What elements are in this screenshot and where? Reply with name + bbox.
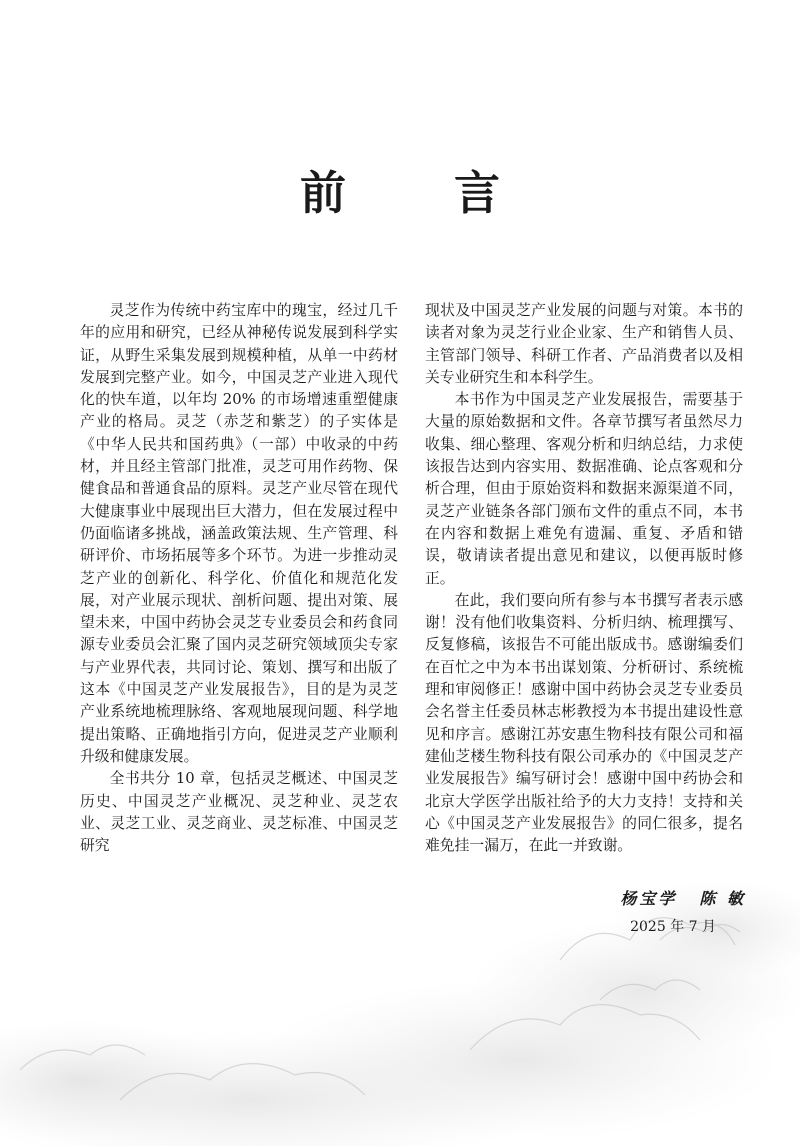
paragraph-2: 全书共分 10 章，包括灵芝概述、中国灵芝历史、中国灵芝产业概况、灵芝种业、灵芝农业、灵芝工业、灵芝商业、灵芝标准、中国灵芝研究 [80,770,398,855]
left-column [80,300,398,857]
author-name-2: 陈 敏 [699,889,746,908]
signature-date: 2025 年 7 月 [630,919,716,935]
page-title: 前 言 [299,166,546,220]
paragraph-2-continued: 现状及中国灵芝产业发展的问题与对策。本书的读者对象为灵芝行业企业家、生产和销售人员、主管部门领导、科研工作者、产品消费者以及相关专业研究生和本科学生。 [425,302,743,386]
paragraph-3: 本书作为中国灵芝产业发展报告，需要基于大量的原始数据和文件。各章节撰写者虽然尽力收集、细心整理、客观分析和归纳总结，力求使该报告达到内容实用、数据准确、论点客观和分析合理，但由于原始资料和数据来源渠道不同，灵芝产业链条各部门颁布文件的重点不同，本书在内容和数据上难免有遗漏、重复、矛盾和错误，敬请读者提出意见和建议，以便再版时修正。 [425,391,743,587]
author-signature [440,886,746,909]
author-name-1: 杨宝学 [620,889,678,908]
right-column [425,300,743,857]
paragraph-1: 灵芝作为传统中药宝库中的瑰宝，经过几千年的应用和研究，已经从神秘传说发展到科学实证，从野生采集发展到规模种植，从单一中药材发展到完整产业。如今，中国灵芝产业进入现代化的快车道，以年均 20% 的市场增速重塑健康产业的格局。灵芝（赤芝和紫芝）的子实体是《中华人民共和国药典》（一部）中收录的中药材，并且经主管部门批准，灵芝可用作药物、保健食品和普通食品的原料。灵芝产业尽管在现代大健康事业中展现出巨大潜力，但在发展过程中仍面临诸多挑战，涵盖政策法规、生产管理、科研评价、市场拓展等多个环节。为进一步推动灵芝产业的创新化、科学化、价值化和规范化发展，对产业展示现状、剖析问题、提出对策、展望未来，中国中药协会灵芝专业委员会和药食同源专业委员会汇聚了国内灵芝研究领域顶尖专家与产业界代表，共同讨论、策划、撰写和出版了这本《中国灵芝产业发展报告》，目的是为灵芝产业系统地梳理脉络、客观地展现问题、科学地提出策略、正确地指引方向，促进灵芝产业顺利升级和健康发展。 [80,302,398,765]
paragraph-4: 在此，我们要向所有参与本书撰写者表示感谢！没有他们收集资料、分析归纳、梳理撰写、反复修稿，该报告不可能出版成书。感谢编委们在百忙之中为本书出谋划策、分析研讨、系统梳理和审阅修正！感谢中国中药协会灵芝专业委员会名誉主任委员林志彬教授为本书提出建设性意见和序言。感谢江苏安惠生物科技有限公司和福建仙芝楼生物科技有限公司承办的《中国灵芝产业发展报告》编写研讨会！感谢中国中药协会和北京大学医学出版社给予的大力支持！支持和关心《中国灵芝产业发展报告》的同仁很多，提名难免挂一漏万，在此一并致谢。 [425,591,743,855]
